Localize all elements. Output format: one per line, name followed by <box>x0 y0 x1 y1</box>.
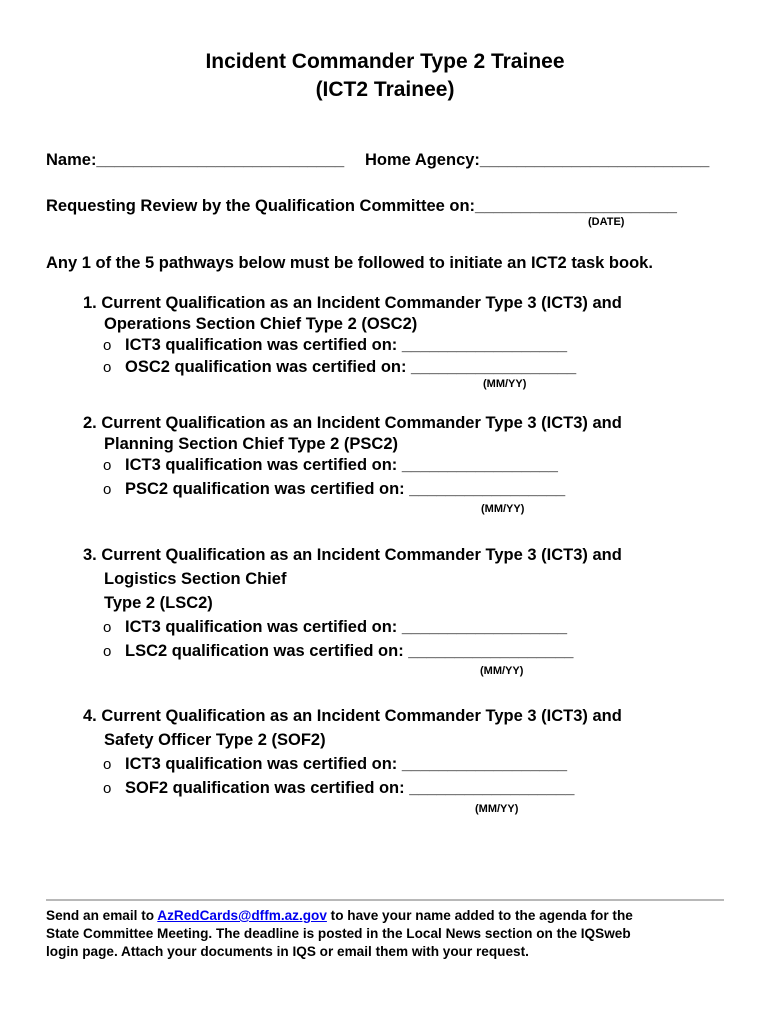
pathway-3-ict3-date[interactable]: ICT3 qualification was certified on: __________________ <box>125 618 568 636</box>
pathway-2-heading-cont: Planning Section Chief Type 2 (PSC2) <box>104 435 398 453</box>
bullet-icon: o <box>103 756 112 773</box>
pathway-2-psc2-date[interactable]: PSC2 qualification was certified on: _________________ <box>125 480 566 498</box>
pathway-4-ict3-date[interactable]: ICT3 qualification was certified on: __________________ <box>125 755 568 773</box>
name-field[interactable]: Name:___________________________ <box>46 151 345 169</box>
bullet-icon: o <box>103 643 112 660</box>
pathway-3-heading-cont: Logistics Section Chief <box>104 570 287 588</box>
home-agency-field[interactable]: Home Agency:_________________________ <box>365 151 710 169</box>
email-link[interactable]: AzRedCards@dffm.az.gov <box>157 908 327 923</box>
mmyy-label: (MM/YY) <box>480 665 524 677</box>
date-label: (DATE) <box>588 216 625 228</box>
bullet-icon: o <box>103 619 112 636</box>
pathway-1-heading-cont: Operations Section Chief Type 2 (OSC2) <box>104 315 418 333</box>
pathway-1-osc2-date[interactable]: OSC2 qualification was certified on: __________________ <box>125 358 577 376</box>
pathway-2-heading: 2. Current Qualification as an Incident Commander Type 3 (ICT3) and <box>83 414 622 432</box>
pathway-4-heading-cont: Safety Officer Type 2 (SOF2) <box>104 731 326 749</box>
pathway-4-heading: 4. Current Qualification as an Incident Commander Type 3 (ICT3) and <box>83 707 622 725</box>
bullet-icon: o <box>103 780 112 797</box>
footer-divider <box>46 899 724 901</box>
mmyy-label: (MM/YY) <box>475 803 519 815</box>
pathway-3-heading: 3. Current Qualification as an Incident Commander Type 3 (ICT3) and <box>83 546 622 564</box>
form-title: Incident Commander Type 2 Trainee <box>205 50 565 73</box>
footer-line-3: login page. Attach your documents in IQS or email them with your request. <box>46 944 529 959</box>
bullet-icon: o <box>103 481 112 498</box>
bullet-icon: o <box>103 359 112 376</box>
mmyy-label: (MM/YY) <box>483 378 527 390</box>
pathway-1-heading: 1. Current Qualification as an Incident Commander Type 3 (ICT3) and <box>83 294 622 312</box>
bullet-icon: o <box>103 457 112 474</box>
footer-suffix: to have your name added to the agenda for the <box>326 908 633 923</box>
footer-prefix: Send an email to <box>46 908 158 923</box>
mmyy-label: (MM/YY) <box>481 503 525 515</box>
pathway-4-sof2-date[interactable]: SOF2 qualification was certified on: __________________ <box>125 779 575 797</box>
pathway-1-ict3-date[interactable]: ICT3 qualification was certified on: __________________ <box>125 336 568 354</box>
pathway-3-lsc2-date[interactable]: LSC2 qualification was certified on: __________________ <box>125 642 574 660</box>
bullet-icon: o <box>103 337 112 354</box>
footer-line-1 <box>46 907 633 925</box>
review-date-field[interactable]: Requesting Review by the Qualification Committee on:______________________ <box>46 197 677 215</box>
footer-line-2: State Committee Meeting. The deadline is posted in the Local News section on the IQSweb <box>46 926 631 941</box>
pathway-2-ict3-date[interactable]: ICT3 qualification was certified on: _________________ <box>125 456 558 474</box>
pathways-intro: Any 1 of the 5 pathways below must be followed to initiate an ICT2 task book. <box>46 254 653 272</box>
form-subtitle: (ICT2 Trainee) <box>315 78 455 101</box>
pathway-3-heading-cont2: Type 2 (LSC2) <box>104 594 213 612</box>
